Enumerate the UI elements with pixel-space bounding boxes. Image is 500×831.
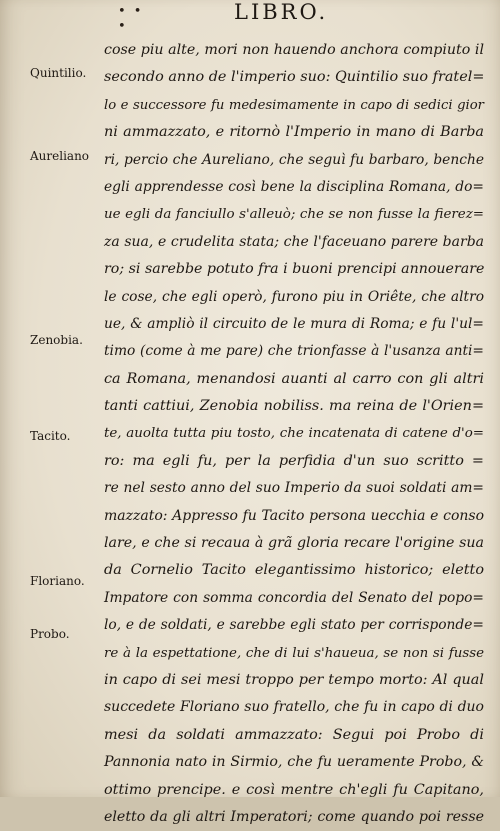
marginal-note-quintilio: Quintilio. <box>30 66 87 80</box>
text-line: egli apprendesse così bene la disciplina Romana, do= <box>104 178 484 195</box>
text-line: re à la espettatione, che di lui s'haueua, se non si fusse <box>104 645 484 661</box>
text-line: ni ammazzato, e ritornò l'Imperio in mano di Barba <box>104 124 484 141</box>
text-line: succedete Floriano suo fratello, che fu in capo di duo <box>104 699 484 716</box>
text-line: cose piu alte, mori non hauendo anchora compiuto il <box>104 42 484 58</box>
text-line: lare, e che si recaua à grã gloria recare l'origine sua <box>104 535 484 552</box>
marginal-note-zenobia: Zenobia. <box>30 333 83 347</box>
text-line: mazzato: Appresso fu Tacito persona uecchia e conso <box>104 507 484 524</box>
text-line: Pannonia nato in Sirmio, che fu ueramente Probo, & <box>104 754 484 771</box>
text-line: re nel sesto anno del suo Imperio da suoi soldati am= <box>104 480 484 497</box>
text-line: ri, percio che Aureliano, che seguì fu barbaro, benche <box>104 151 484 168</box>
marginal-note-probo: Probo. <box>30 627 70 641</box>
text-line: Impatore con somma concordia del Senato del popo= <box>104 589 484 606</box>
text-line: ro: ma egli fu, per la perfidia d'un suo scritto = <box>104 452 484 469</box>
text-line: ue, & ampliò il circuito de le mura di Roma; e fu l'ul= <box>104 315 484 332</box>
text-line: ro; si sarebbe potuto fra i buoni prencipi annouerare <box>104 261 485 278</box>
text-line: lo e successore fu medesimamente in capo di sedici gior <box>104 97 484 113</box>
folio-mark: • • • <box>118 4 144 34</box>
text-line: lo, e de soldati, e sarebbe egli stato per corrisponde= <box>104 617 484 634</box>
text-line: in capo di sei mesi troppo per tempo morto: Al qual <box>104 671 484 688</box>
body-text <box>104 37 484 831</box>
text-line: mesi da soldati ammazzato: Segui poi Probo di <box>104 726 484 743</box>
text-line: ca Romana, menandosi auanti al carro con gli altri <box>104 370 484 387</box>
text-line: ue egli da fanciullo s'alleuò; che se non fusse la fierez= <box>104 207 484 223</box>
marginal-note-tacito: Tacito. <box>30 429 71 443</box>
running-head: LIBRO. <box>234 0 329 24</box>
text-line: timo (come à me pare) che trionfasse à l'usanza anti= <box>104 343 484 360</box>
text-line: da Cornelio Tacito elegantissimo historico; eletto <box>104 562 484 579</box>
text-line: tanti cattiui, Zenobia nobiliss. ma reina de l'Orien= <box>104 398 484 415</box>
marginal-note-aureliano: Aureliano <box>30 149 90 163</box>
marginal-note-floriano: Floriano. <box>30 574 85 588</box>
text-line: le cose, che egli operò, furono piu in Oriête, che altro <box>104 288 484 305</box>
text-line: secondo anno de l'imperio suo: Quintilio suo fratel= <box>104 69 485 86</box>
text-line: eletto da gli altri Imperatori; come quando poi resse <box>104 808 484 825</box>
text-line: te, auolta tutta piu tosto, che incatenata di catene d'o= <box>104 426 484 442</box>
text-line: za sua, e crudelita stata; che l'faceuano parere barba <box>104 233 484 250</box>
text-line: ottimo prencipe. e così mentre ch'egli fu Capitano, <box>104 781 484 798</box>
